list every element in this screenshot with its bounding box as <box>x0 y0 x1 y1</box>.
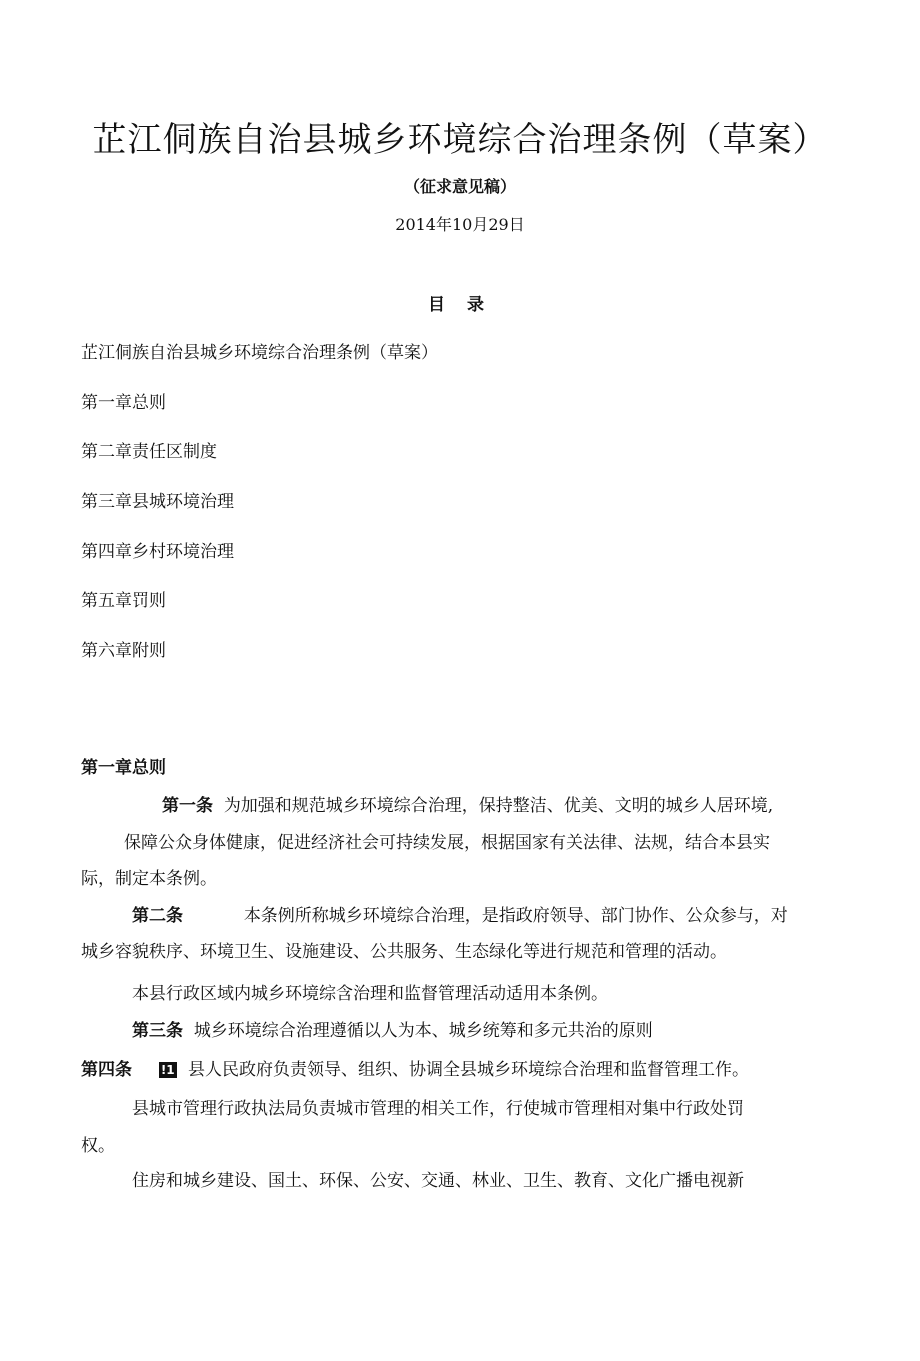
article-1-line <box>162 791 773 816</box>
toc-item[interactable]: 第四章乡村环境治理 <box>81 542 234 562</box>
article-text: 城乡环境综合治理遵循以人为本、城乡统筹和多元共治的原则 <box>193 1021 653 1041</box>
article-text: 县人民政府负责领导、组织、协调全县城乡环境综合治理和监督管理工作。 <box>188 1060 750 1080</box>
toc-item[interactable]: 第二章责任区制度 <box>81 442 217 462</box>
document-subtitle: （征求意见稿） <box>403 177 516 196</box>
article-2-line: 城乡容貌秩序、环境卫生、设施建设、公共服务、生态绿化等进行规范和管理的活动。 <box>81 942 727 962</box>
article-text: 本条例所称城乡环境综合治理，是指政府领导、部门协作、公众参与，对 <box>243 906 788 926</box>
toc-item[interactable]: 第六章附则 <box>81 641 166 661</box>
article-label: 第一条 <box>162 796 213 816</box>
article-1-line: 保障公众身体健康，促进经济社会可持续发展，根据国家有关法律、法规，结合本县实 <box>124 833 770 853</box>
document-title: 芷江侗族自治县城乡环境综合治理条例（草案） <box>92 120 828 160</box>
toc-item[interactable]: 第三章县城环境治理 <box>81 492 234 512</box>
article-3-line <box>132 1016 653 1041</box>
toc-item[interactable]: 第一章总则 <box>81 393 166 413</box>
toc-heading: 目 录 <box>428 295 492 315</box>
article-4-line: 住房和城乡建设、国土、环保、公安、交通、林业、卫生、教育、文化广播电视新 <box>132 1171 744 1191</box>
marker-badge: !1 <box>160 1063 175 1077</box>
article-label: 第三条 <box>132 1021 183 1041</box>
article-text: 为加强和规范城乡环境综合治理，保持整洁、优美、文明的城乡人居环境, <box>223 796 774 816</box>
article-4-line <box>81 1055 749 1080</box>
toc-item[interactable]: 芷江侗族自治县城乡环境综合治理条例（草案） <box>81 343 438 363</box>
toc-item[interactable]: 第五章罚则 <box>81 591 166 611</box>
article-label: 第四条 <box>81 1060 132 1080</box>
article-2-line <box>132 901 788 926</box>
article-4-line: 县城市管理行政执法局负责城市管理的相关工作，行使城市管理相对集中行政处罚 <box>132 1099 744 1119</box>
article-4-line: 权。 <box>81 1136 115 1156</box>
article-label: 第二条 <box>132 906 183 926</box>
article-1-line: 际，制定本条例。 <box>81 869 217 889</box>
article-2-line: 本县行政区域内城乡环境综含治理和监督管理活动适用本条例。 <box>132 984 608 1004</box>
document-date: 2014年10月29日 <box>395 215 525 234</box>
chapter-heading: 第一章总则 <box>81 758 166 778</box>
